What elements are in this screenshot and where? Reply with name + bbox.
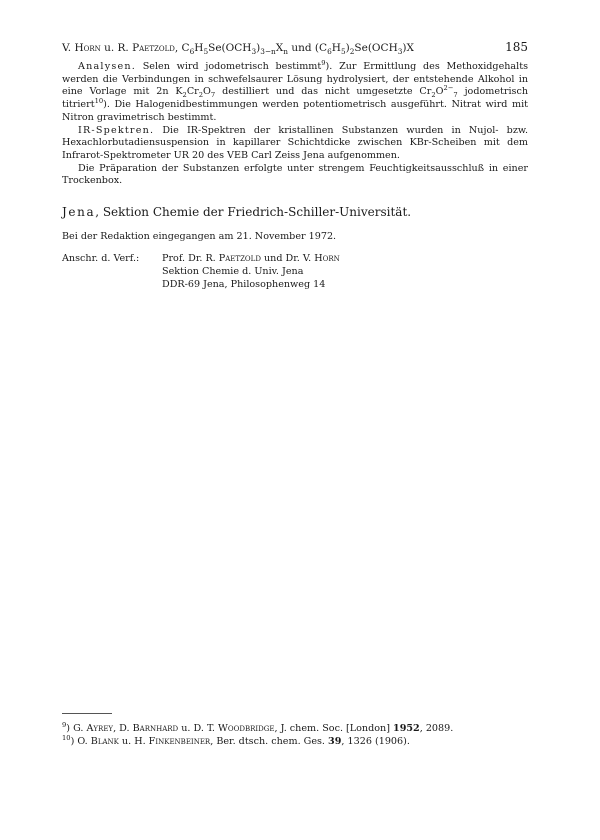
footnote-divider — [62, 713, 112, 714]
running-head — [62, 40, 528, 55]
address-line-3: DDR-69 Jena, Philosophenweg 14 — [162, 278, 326, 290]
page-number: 185 — [505, 40, 528, 54]
section-heading-analysen: Analysen. — [78, 61, 136, 72]
footnote-ref-9: 9 — [321, 58, 326, 67]
paragraph-analysen: Analysen. Selen wird jodometrisch bestimmt$^9$). Zur Ermittlung des Methoxidgehalts werden die Verbindungen in schwefelsaurer Lösung hydrolysiert, der entstehende Alkohol in eine Vorlage mit 2n $K_2Cr_2O_7$ destilliert und das nicht umgesetzte $Cr_2O^{2-}_7$ jodometrisch titriert$^{10}$). Die Halogenidbestimmungen werden potentiometrisch ausgeführt. Nitrat wird mit Nitron gravimetrisch bestimmt. — [62, 58, 528, 123]
author-address — [62, 253, 528, 291]
paragraph-ir-spektren: IR-Spektren. Die IR-Spektren der kristallinen Substanzen wurden in Nujol- bzw. Hexachlorbutadiensuspension in kapillarer Schichtdicke zwischen KBr-Scheiben mit dem Infrarot-Spektrometer UR 20 des VEB Carl Zeiss Jena aufgenommen. — [62, 124, 528, 161]
address-line-2: Sektion Chemie d. Univ. Jena — [162, 265, 304, 277]
received-date: Bei der Redaktion eingegangen am 21. November 1972. — [62, 231, 337, 243]
affiliation-city: Jena — [62, 205, 96, 220]
section-heading-ir-spektren: IR-Spektren. — [78, 124, 155, 136]
footnote-ref-10: 10 — [94, 96, 104, 105]
footnote-10: $^{10}$) O. Blank u. H. Finkenbeiner, Ber. dtsch. chem. Ges. 39, 1326 (1906). — [62, 733, 410, 747]
paragraph-praeparation: Die Präparation der Substanzen erfolgte unter strengem Feuchtigkeitsausschluß in einer Trockenbox. — [62, 162, 528, 187]
author-paetzold: Paetzold — [132, 42, 175, 54]
footnote-9: $^9$) G. Ayrey, D. Barnhard u. D. T. Woodbridge, J. chem. Soc. [London] 1952, 2089. — [62, 720, 454, 734]
footnotes — [62, 713, 528, 748]
address-lines — [162, 253, 340, 291]
affiliation: Jena, Sektion Chemie der Friedrich-Schiller-Universität. — [62, 205, 412, 220]
journal-page — [62, 40, 528, 810]
running-head-title: V. Horn u. R. Paetzold, $C_6H_5Se(OCH_3)_{3-n}X_n$ und $(C_6H_5)_2Se(OCH_3)X$ — [62, 42, 414, 57]
address-line-1: Prof. Dr. R. Paetzold und Dr. V. Horn — [162, 253, 340, 265]
author-horn: Horn — [74, 42, 101, 54]
address-label: Anschr. d. Verf.: — [62, 253, 140, 265]
